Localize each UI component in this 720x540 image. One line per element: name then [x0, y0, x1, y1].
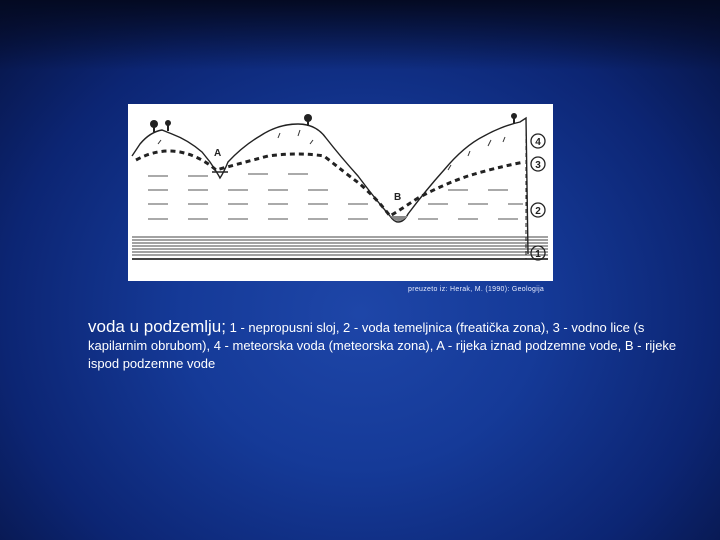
- slide-top-shading: [0, 0, 720, 70]
- zone-number-4: 4: [535, 137, 541, 148]
- river-label-b: B: [394, 192, 402, 203]
- zone-number-1: 1: [535, 249, 541, 260]
- groundwater-diagram: [128, 104, 553, 281]
- cross-section-svg: [128, 104, 553, 281]
- zone-number-2: 2: [535, 206, 541, 217]
- zone-number-3: 3: [535, 160, 541, 171]
- water-table: [136, 151, 524, 216]
- source-credit: preuzeto iz: Herak, M. (1990): Geologija: [408, 286, 545, 293]
- impermeable-layer: [132, 237, 548, 259]
- zone-marker-1: [531, 246, 545, 260]
- groundwater-dashes: [148, 174, 523, 219]
- caption-text: 1 - nepropusni sloj, 2 - voda temeljnica (freatička zona), 3 - vodno lice (s kapilarnim obrubom), 4 - meteorska voda (meteorska zona), A - rijeka iznad podzemne vode, B - rijeke ispod podzemne vode: [88, 320, 677, 371]
- caption-lead: voda u podzemlju;: [88, 317, 226, 336]
- zone-marker-4: [531, 134, 545, 148]
- tree-icons: [150, 113, 517, 132]
- meteoric-zone-marks: [158, 130, 505, 170]
- zone-marker-2: [531, 203, 545, 217]
- zone-marker-3: [531, 157, 545, 171]
- slide-caption: [88, 318, 688, 373]
- ground-surface: [132, 118, 528, 254]
- river-label-a: A: [214, 148, 222, 159]
